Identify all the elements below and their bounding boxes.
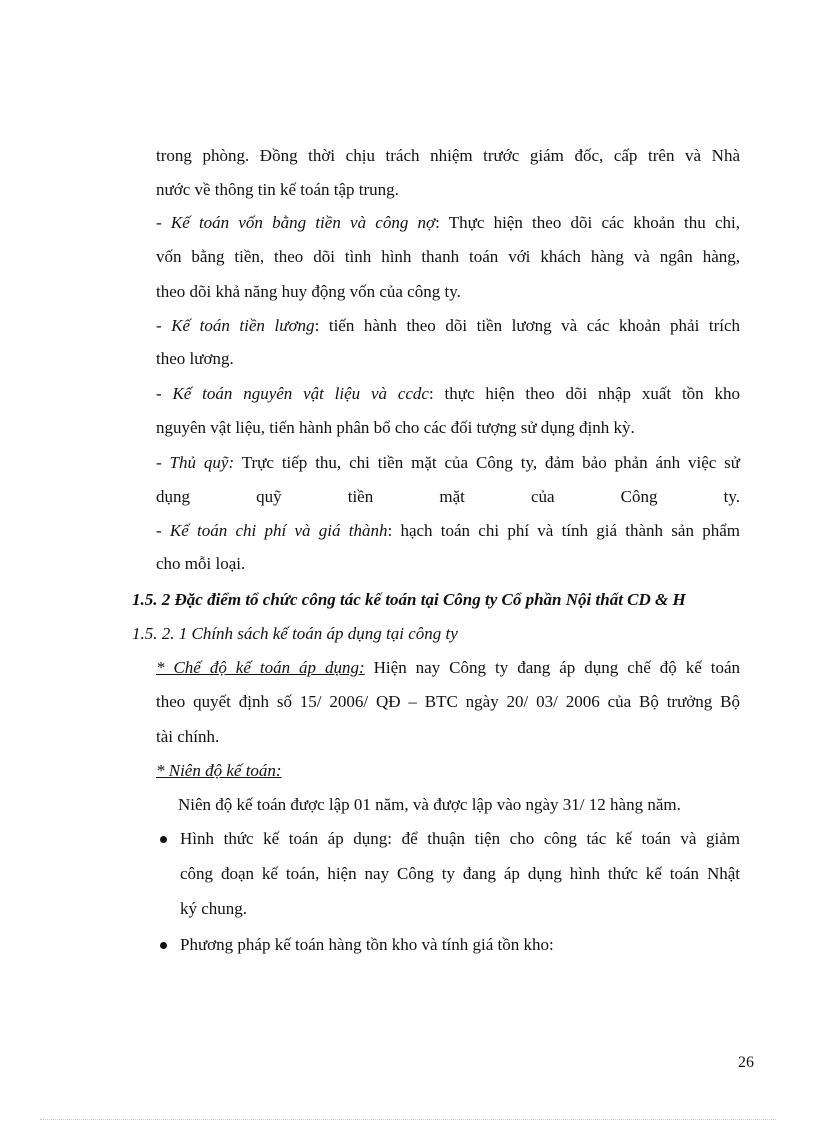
section-heading: 1.5. 2 Đặc điểm tổ chức công tác kế toán tại Công ty Cổ phần Nội thất CD & H <box>132 590 686 609</box>
paragraph-thu-quy <box>156 453 740 473</box>
body-line: cho mỗi loại. <box>156 554 246 573</box>
bullet-item: Hình thức kế toán áp dụng: để thuận tiện cho công tác kế toán và giảm <box>180 829 740 848</box>
role-label: - Kế toán tiền lương <box>156 316 315 335</box>
body-line: nguyên vật liệu, tiến hành phân bổ cho các đối tượng sử dụng định kỳ. <box>156 418 635 437</box>
role-description: : tiến hành theo dõi tiền lương và các khoản phải trích <box>314 316 741 335</box>
body-line: trong phòng. Đồng thời chịu trách nhiệm trước giám đốc, cấp trên và Nhà <box>156 146 740 165</box>
role-label: - Kế toán vốn bằng tiền và công nợ <box>156 213 436 232</box>
body-line: nước về thông tin kế toán tập trung. <box>156 180 399 199</box>
bullet-item: Phương pháp kế toán hàng tồn kho và tính giá tồn kho: <box>180 935 554 954</box>
body-line: ký chung. <box>180 899 248 918</box>
role-description: : hạch toán chi phí và tính giá thành sản phẩm <box>387 521 740 540</box>
role-label: - Thủ quỹ: <box>156 453 235 472</box>
body-line: vốn bằng tiền, theo dõi tình hình thanh toán với khách hàng và ngân hàng, <box>156 247 740 266</box>
paragraph-chi-phi <box>156 521 740 541</box>
body-line: theo dõi khả năng huy động vốn của công ty. <box>156 282 461 301</box>
role-label: - Kế toán nguyên vật liệu và ccdc <box>156 384 429 403</box>
body-line: công đoạn kế toán, hiện nay Công ty đang áp dụng hình thức kế toán Nhật <box>180 864 740 883</box>
body-line: theo lương. <box>156 349 234 368</box>
subsection-heading: 1.5. 2. 1 Chính sách kế toán áp dụng tại công ty <box>132 624 458 643</box>
bottom-rule <box>40 1119 776 1120</box>
body-line: tài chính. <box>156 727 220 746</box>
role-description: : Thực hiện theo dõi các khoản thu chi, <box>435 213 740 232</box>
paragraph-tien-luong <box>156 316 740 336</box>
role-description: : thực hiện theo dõi nhập xuất tồn kho <box>428 384 740 403</box>
bullet-dot <box>160 836 167 843</box>
nien-do-text: Niên độ kế toán được lập 01 năm, và được lập vào ngày 31/ 12 hàng năm. <box>178 795 681 814</box>
paragraph-nguyen-vat-lieu <box>156 384 740 404</box>
nien-do-label: * Niên độ kế toán: <box>156 761 282 780</box>
che-do-label: * Chế độ kế toán áp dụng: <box>156 658 365 677</box>
body-line: dụng quỹ tiền mặt của Công ty. <box>156 487 740 506</box>
che-do-text: Hiện nay Công ty đang áp dụng chế độ kế toán <box>364 658 741 677</box>
paragraph-von-bang-tien <box>156 213 740 233</box>
body-line: theo quyết định số 15/ 2006/ QĐ – BTC ngày 20/ 03/ 2006 của Bộ trưởng Bộ <box>156 692 740 711</box>
page-number: 26 <box>738 1054 754 1071</box>
paragraph-che-do <box>156 658 740 678</box>
role-description: Trực tiếp thu, chi tiền mặt của Công ty, đảm bảo phản ánh việc sử <box>234 453 741 472</box>
bullet-dot <box>160 942 167 949</box>
role-label: - Kế toán chi phí và giá thành <box>156 521 388 540</box>
